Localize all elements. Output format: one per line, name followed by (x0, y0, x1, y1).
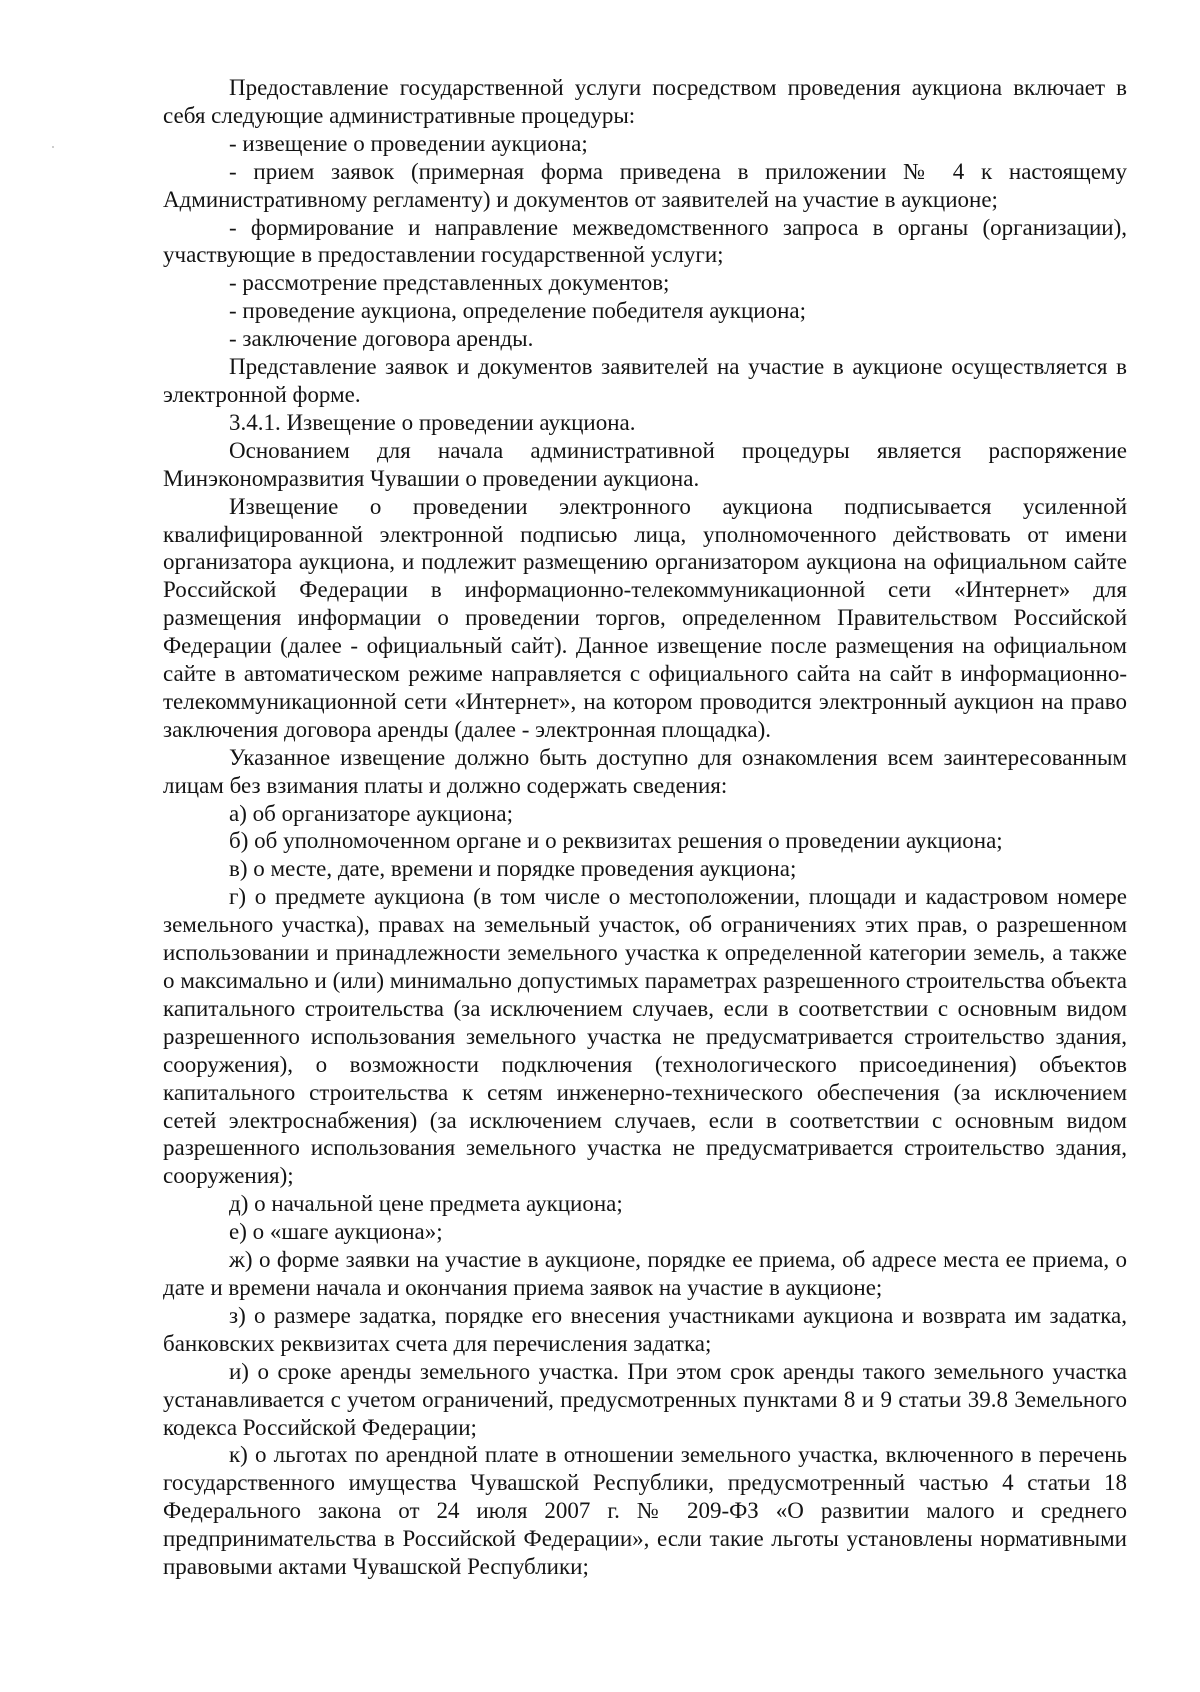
scan-speck (52, 146, 54, 148)
list-item-review: - рассмотрение представленных документов; (229, 270, 670, 296)
item-g: г) о предмете аукциона (в том числе о местоположении, площади и кадастровом номере земельного участка), правах на земельный участок, об ограничениях этих прав, о разрешенном использовании и принадлежности земельного участка к определенной категории земель, а также о максимально и (или) минимально допустимых параметрах разрешенного строительства объекта капитального строительства (за исключением случаев, если в соответствии с основным видом разрешенного использования земельного участка не предусматривается строительство здания, сооружения), о возможности подключения (технологического присоединения) объектов капитального строительства к сетям инженерно-технического обеспечения (за исключением сетей электроснабжения) (за исключением случаев, если в соответствии с основным видом разрешенного использования земельного участка не предусматривается строительство здания, сооружения); (163, 884, 1127, 1189)
paragraph-notice-signing: Извещение о проведении электронного аукциона подписывается усиленной квалифицированной электронной подписью лица, уполномоченного действовать от имени организатора аукциона, и подлежит размещению организатором аукциона на официальном сайте Российской Федерации в информационно-телекоммуникационной сети «Интернет» для размещения информации о проведении торгов, определенном Правительством Российской Федерации (далее - официальный сайт). Данное извещение после размещения на официальном сайте в автоматическом режиме направляется с официального сайта на сайт в информационно-телекоммуникационной сети «Интернет», на котором проводится электронный аукцион на право заключения договора аренды (далее - электронная площадка). (163, 493, 1127, 742)
item-i: и) о сроке аренды земельного участка. При этом срок аренды такого земельного участка устанавливается с учетом ограничений, предусмотренных пунктами 8 и 9 статьи 39.8 Земельного кодекса Российской Федерации; (163, 1358, 1127, 1440)
item-d: д) о начальной цене предмета аукциона; (229, 1191, 623, 1217)
section-heading: 3.4.1. Извещение о проведении аукциона. (229, 409, 636, 435)
paragraph-basis: Основанием для начала административной процедуры является распоряжение Минэкономразвития Чувашии о проведении аукциона. (163, 437, 1127, 491)
item-b: б) об уполномоченном органе и о реквизитах решения о проведении аукциона; (229, 828, 1003, 854)
list-item-interagency-request: - формирование и направление межведомственного запроса в органы (организации), участвующие в предоставлении государственной услуги; (163, 214, 1127, 268)
list-item-applications: - прием заявок (примерная форма приведена в приложении № 4 к настоящему Административному регламенту) и документов от заявителей на участие в аукционе; (163, 158, 1127, 212)
item-zh: ж) о форме заявки на участие в аукционе, порядке ее приема, об адресе места ее приема, о дате и времени начала и окончания приема заявок на участие в аукционе; (163, 1247, 1127, 1300)
item-z: з) о размере задатка, порядке его внесения участниками аукциона и возврата им задатка, банковских реквизитах счета для перечисления задатка; (163, 1302, 1127, 1356)
list-item-notice: - извещение о проведении аукциона; (229, 130, 588, 156)
paragraph-intro: Предоставление государственной услуги посредством проведения аукциона включает в себя следующие административные процедуры: (163, 75, 1127, 128)
item-a: а) об организаторе аукциона; (229, 800, 513, 826)
document-body (163, 74, 1127, 1581)
paragraph-electronic-form: Представление заявок и документов заявителей на участие в аукционе осуществляется в электронной форме. (163, 354, 1127, 407)
list-item-contract: - заключение договора аренды. (229, 326, 534, 352)
list-item-auction: - проведение аукциона, определение победителя аукциона; (229, 298, 806, 324)
item-k: к) о льготах по арендной плате в отношении земельного участка, включенного в перечень государственного имущества Чувашской Республики, предусмотренный частью 4 статьи 18 Федерального закона от 24 июля 2007 г. № 209-ФЗ «О развитии малого и среднего предпринимательства в Российской Федерации», если такие льготы установлены нормативными правовыми актами Чувашской Республики; (163, 1442, 1127, 1580)
item-e: е) о «шаге аукциона»; (229, 1219, 443, 1245)
item-v: в) о месте, дате, времени и порядке проведения аукциона; (229, 856, 797, 882)
paragraph-notice-content: Указанное извещение должно быть доступно для ознакомления всем заинтересованным лицам без взимания платы и должно содержать сведения: (163, 744, 1127, 798)
